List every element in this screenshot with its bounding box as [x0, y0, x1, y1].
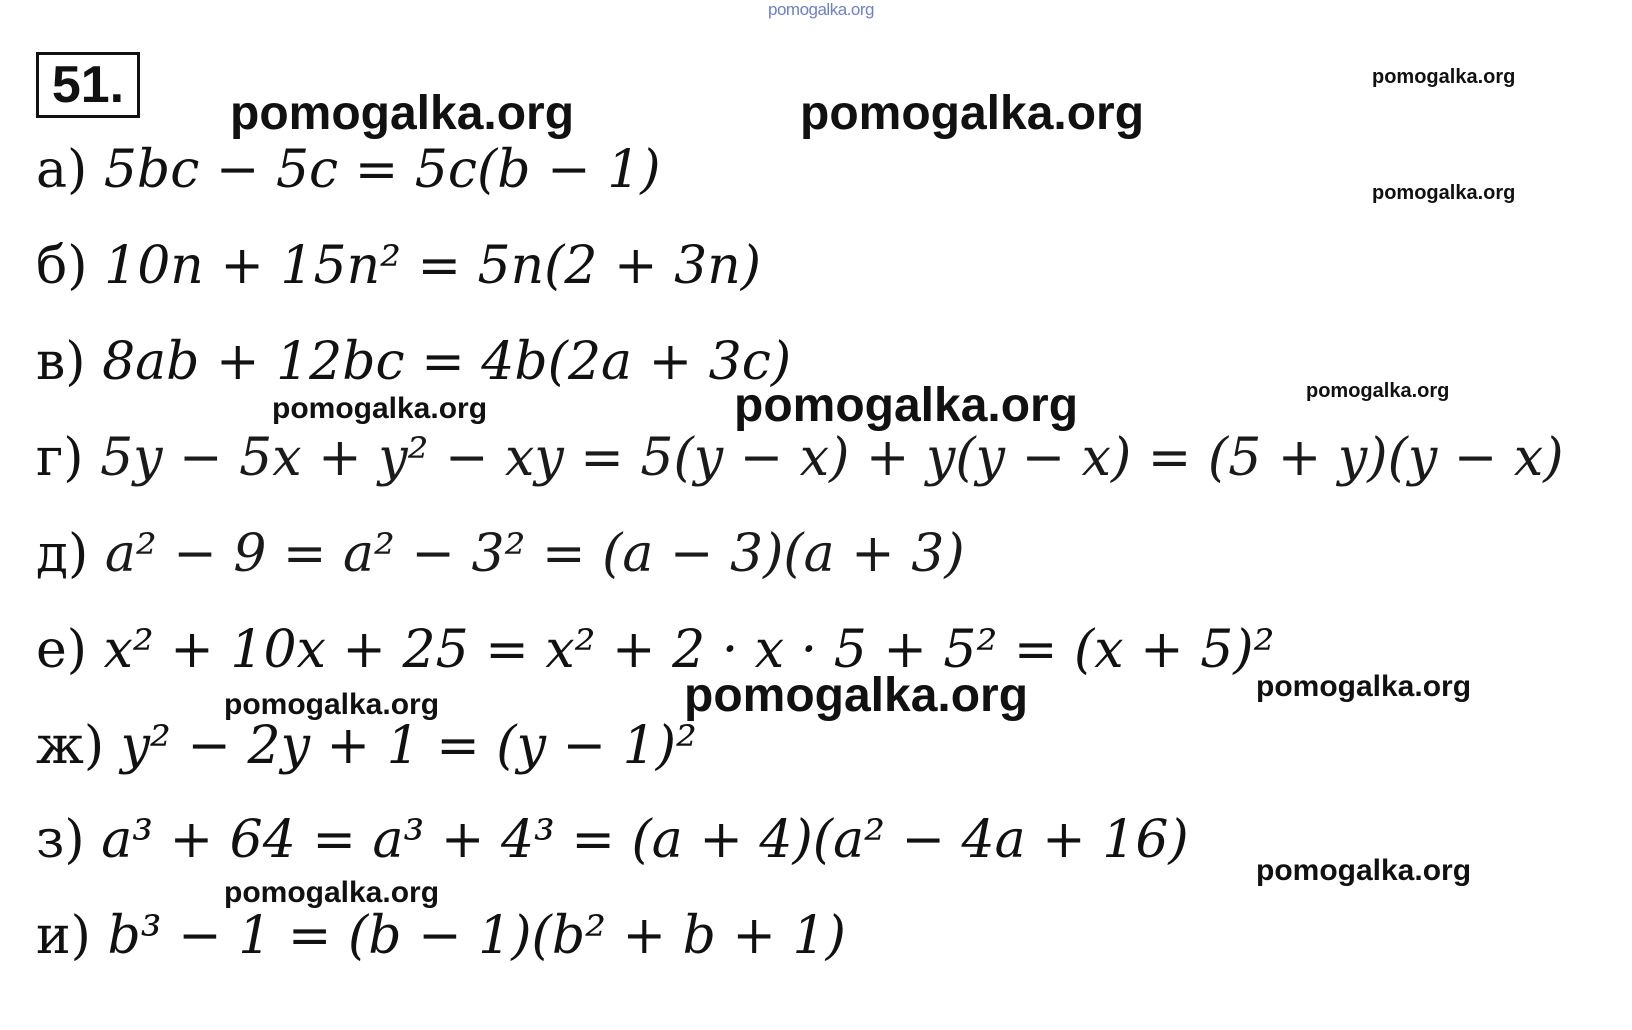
problem-label: з) [36, 810, 85, 870]
watermark: pomogalka.org [734, 379, 1079, 432]
problem-label: в) [36, 332, 86, 392]
problem-v [36, 332, 791, 392]
watermark: pomogalka.org [224, 876, 440, 909]
problem-expression: 8ab + 12bc = 4b(2a + 3c) [102, 332, 792, 392]
task-number-box: 51. [36, 52, 140, 118]
problem-d [36, 524, 965, 584]
problem-expression: 5bc − 5c = 5c(b − 1) [103, 140, 661, 200]
watermark: pomogalka.org [800, 87, 1145, 140]
top-watermark: pomogalka.org [768, 0, 874, 19]
problem-a [36, 140, 661, 200]
problem-expression: b³ − 1 = (b − 1)(b² + b + 1) [107, 906, 846, 966]
problem-z [36, 810, 1189, 870]
problem-label: е) [36, 620, 88, 680]
watermark: pomogalka.org [1306, 380, 1450, 402]
problem-b [36, 236, 761, 296]
problem-expression: x² + 10x + 25 = x² + 2 · x · 5 + 5² = (x + 5)² [103, 620, 1275, 680]
problem-expression: a³ + 64 = a³ + 4³ = (a + 4)(a² − 4a + 16) [101, 810, 1189, 870]
watermark: pomogalka.org [224, 688, 440, 721]
problem-label: и) [36, 906, 91, 966]
problem-expression: y² − 2y + 1 = (y − 1)² [120, 716, 697, 776]
watermark: pomogalka.org [1256, 670, 1472, 703]
watermark: pomogalka.org [272, 392, 488, 425]
watermark: pomogalka.org [1372, 66, 1516, 88]
problem-expression: 10n + 15n² = 5n(2 + 3n) [104, 236, 761, 296]
watermark: pomogalka.org [1256, 854, 1472, 887]
problem-label: д) [36, 524, 89, 584]
problem-expression: 5y − 5x + y² − xy = 5(y − x) + y(y − x) = (5 + y)(y − x) [100, 428, 1564, 488]
problem-label: а) [36, 140, 88, 200]
problem-label: б) [36, 236, 88, 296]
problem-zh [36, 716, 697, 776]
problem-expression: a² − 9 = a² − 3² = (a − 3)(a + 3) [104, 524, 965, 584]
problem-label: г) [36, 428, 84, 488]
problem-label: ж) [36, 716, 105, 776]
watermark: pomogalka.org [1372, 182, 1516, 204]
watermark: pomogalka.org [230, 87, 575, 140]
watermark: pomogalka.org [684, 669, 1029, 722]
problem-g [36, 428, 1563, 488]
problem-e [36, 620, 1274, 680]
problem-i [36, 906, 846, 966]
